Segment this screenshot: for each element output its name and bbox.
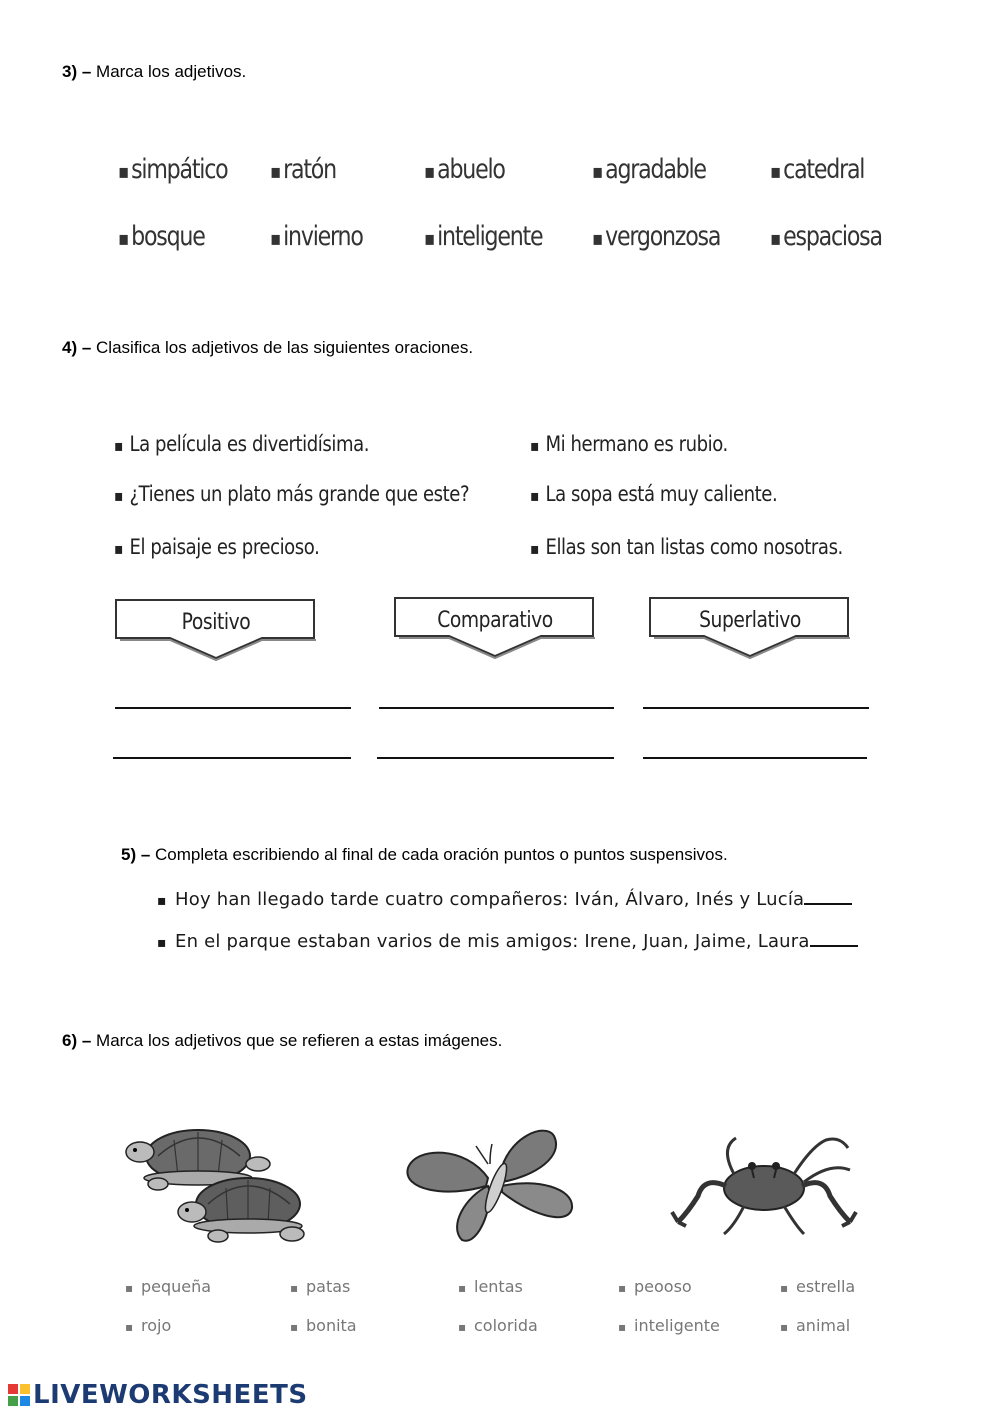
turtles-picture — [118, 1112, 318, 1252]
answer-line-superlativo[interactable] — [643, 707, 869, 709]
adjective-option[interactable]: ▪ rojo — [125, 1316, 172, 1335]
brand-wordmark[interactable]: LIVEWORKSHEETS — [33, 1380, 308, 1410]
punctuation-sentence: ▪ Hoy han llegado tarde cuatro compañeros: Iván, Álvaro, Inés y Lucía — [157, 889, 852, 910]
adjective-option[interactable]: ▪ lentas — [458, 1277, 523, 1296]
sentence: ▪ Mi hermano es rubio. — [530, 432, 728, 456]
butterfly-picture — [396, 1116, 596, 1246]
crab-picture — [664, 1126, 864, 1246]
category-comparativo — [393, 596, 597, 660]
category-label: Superlativo — [699, 608, 801, 633]
punctuation-blank[interactable] — [810, 931, 858, 947]
section-3-number: 3) – — [62, 62, 92, 81]
section-6-number: 6) – — [62, 1031, 92, 1050]
section-3-instruction: Marca los adjetivos. — [96, 62, 247, 81]
section-4-instruction: Clasifica los adjetivos de las siguientes oraciones. — [96, 338, 474, 357]
word-option[interactable]: ▪ ratón — [270, 154, 336, 185]
answer-line-comparativo[interactable] — [379, 707, 614, 709]
word-option[interactable]: ▪ invierno — [270, 221, 363, 252]
answer-line-superlativo[interactable] — [643, 757, 867, 759]
category-label: Positivo — [181, 610, 251, 635]
adjective-option[interactable]: ▪ animal — [780, 1316, 851, 1335]
adjective-option[interactable]: ▪ peooso — [618, 1277, 692, 1296]
word-option[interactable]: ▪ simpático — [118, 154, 228, 185]
word-option[interactable]: ▪ inteligente — [424, 221, 543, 252]
liveworksheets-logo-icon — [8, 1384, 30, 1406]
category-superlativo — [648, 596, 852, 660]
section-6-heading — [62, 1031, 502, 1051]
section-5-instruction: Completa escribiendo al final de cada oración puntos o puntos suspensivos. — [155, 845, 728, 864]
category-label: Comparativo — [437, 608, 553, 633]
word-option[interactable]: ▪ catedral — [770, 154, 865, 185]
adjective-option[interactable]: ▪ patas — [290, 1277, 351, 1296]
word-option[interactable]: ▪ vergonzosa — [592, 221, 721, 252]
punctuation-sentence: ▪ En el parque estaban varios de mis amigos: Irene, Juan, Jaime, Laura — [157, 931, 858, 952]
section-4-number: 4) – — [62, 338, 92, 357]
adjective-option[interactable]: ▪ estrella — [780, 1277, 856, 1296]
adjective-option[interactable]: ▪ pequeña — [125, 1277, 212, 1296]
section-3-heading — [62, 62, 246, 82]
sentence: ▪ Ellas son tan listas como nosotras. — [530, 535, 843, 559]
adjective-option[interactable]: ▪ colorida — [458, 1316, 538, 1335]
adjective-option[interactable]: ▪ bonita — [290, 1316, 357, 1335]
sentence: ▪ La película es divertidísima. — [114, 432, 370, 456]
sentence: ▪ ¿Tienes un plato más grande que este? — [114, 482, 470, 506]
category-positivo — [114, 598, 318, 662]
section-5-heading — [121, 845, 728, 865]
adjective-option[interactable]: ▪ inteligente — [618, 1316, 720, 1335]
section-5-number: 5) – — [121, 845, 151, 864]
word-option[interactable]: ▪ agradable — [592, 154, 706, 185]
answer-line-positivo[interactable] — [115, 707, 351, 709]
answer-line-positivo[interactable] — [113, 757, 351, 759]
sentence: ▪ La sopa está muy caliente. — [530, 482, 778, 506]
answer-line-comparativo[interactable] — [377, 757, 614, 759]
word-option[interactable]: ▪ bosque — [118, 221, 205, 252]
punctuation-blank[interactable] — [804, 889, 852, 905]
section-4-heading — [62, 338, 473, 358]
word-option[interactable]: ▪ espaciosa — [770, 221, 882, 252]
word-option[interactable]: ▪ abuelo — [424, 154, 505, 185]
sentence: ▪ El paisaje es precioso. — [114, 535, 320, 559]
section-6-instruction: Marca los adjetivos que se refieren a estas imágenes. — [96, 1031, 503, 1050]
